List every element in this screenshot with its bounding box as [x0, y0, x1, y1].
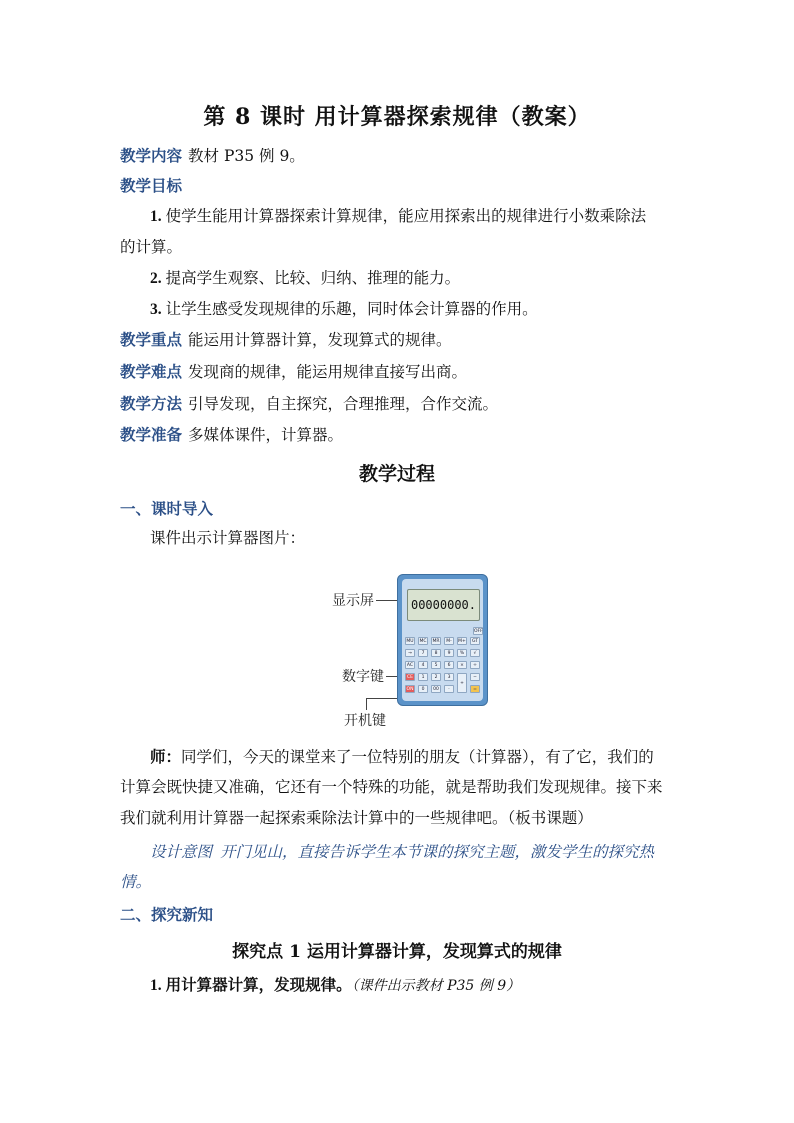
step-1-text: 用计算器计算，发现规律。 [165, 975, 352, 994]
callout-power: 开机键 [344, 713, 386, 729]
key-multiply: × [457, 661, 467, 669]
step-1-num: 1. [150, 977, 162, 994]
step-1 [150, 975, 710, 996]
objectives-label: 教学目标 [120, 176, 183, 195]
objective-2-text: 提高学生观察、比较、归纳、推理的能力。 [165, 269, 461, 287]
key-mu: MU [406, 639, 414, 644]
method-label: 教学方法 [120, 394, 183, 413]
calculator-figure [330, 572, 510, 732]
step-1-note: （课件出示教材 P35 例 9） [351, 978, 521, 994]
callout-digits: 数字键 [342, 669, 384, 685]
section-2-title: 二、探究新知 [120, 905, 214, 924]
key-off: OFF [474, 629, 483, 634]
detail-method [120, 394, 680, 414]
key-m-minus: M- [444, 637, 454, 645]
key-equals: = [470, 685, 480, 693]
calculator-face [402, 579, 483, 701]
content-label: 教学内容 [120, 146, 183, 165]
key-point-label: 教学重点 [120, 330, 183, 349]
key-gt: GT [471, 639, 479, 644]
content-text: 教材 P35 例 9。 [188, 147, 305, 165]
objective-3-num: 3. [150, 301, 162, 318]
key-m-plus: M+ [458, 639, 466, 644]
detail-difficulty [120, 362, 680, 382]
info-content [120, 146, 680, 166]
key-plus: + [457, 673, 467, 693]
design-intent-line-2: 情。 [120, 873, 152, 891]
objective-1-num: 1. [150, 208, 162, 225]
objective-2 [150, 268, 710, 289]
section-1-intro: 课件出示计算器图片： [150, 529, 306, 547]
objective-2-num: 2. [150, 270, 162, 287]
page-title: 第 8 课时 用计算器探索规律（教案） [203, 104, 591, 130]
preparation-text: 多媒体课件，计算器。 [188, 426, 344, 444]
key-ce: CE [407, 675, 413, 680]
key-on: ON [406, 687, 414, 692]
key-4: 4 [418, 661, 428, 669]
teacher-line-2: 计算会既快捷又准确，它还有一个特殊的功能，就是帮助我们发现规律。接下来 [120, 778, 663, 796]
key-percent: % [457, 649, 467, 657]
objective-3-text: 让学生感受发现规律的乐趣，同时体会计算器的作用。 [165, 300, 538, 318]
key-9: 9 [444, 649, 454, 657]
key-8: 8 [431, 649, 441, 657]
teacher-label: 师： [150, 747, 182, 766]
key-divide: ÷ [470, 661, 480, 669]
key-point-text: 能运用计算器计算，发现算式的规律。 [188, 331, 452, 349]
design-intent-line-1 [150, 842, 710, 862]
process-heading: 教学过程 [358, 463, 435, 485]
teacher-text-1: 同学们，今天的课堂来了一位特别的朋友（计算器），有了它，我们的 [181, 748, 654, 766]
key-0: 0 [418, 685, 428, 693]
detail-preparation [120, 425, 680, 445]
preparation-label: 教学准备 [120, 425, 183, 444]
calculator-body [397, 574, 488, 706]
section-1-title: 一、课时导入 [120, 499, 214, 518]
callout-power-line [366, 698, 367, 710]
key-arrow: → [405, 649, 415, 657]
objective-1-cont: 的计算。 [120, 238, 183, 256]
calculator-display: 00000000. [407, 589, 480, 621]
design-intent-text-1: 开门见山，直接告诉学生本节课的探究主题，激发学生的探究热 [220, 843, 655, 861]
method-text: 引导发现，自主探究，合理推理，合作交流。 [188, 395, 499, 413]
objective-1 [150, 206, 710, 227]
key-ac: AC [406, 663, 414, 668]
key-mr: MR [432, 639, 440, 644]
info-objectives [120, 176, 680, 196]
teacher-line-1 [150, 747, 710, 767]
key-7: 7 [418, 649, 428, 657]
objective-1-text: 使学生能用计算器探索计算规律，能应用探索出的规律进行小数乘除法 [165, 207, 647, 225]
difficulty-text: 发现商的规律，能运用规律直接写出商。 [188, 363, 468, 381]
detail-key-point [120, 330, 680, 350]
key-2: 2 [431, 673, 441, 681]
key-5: 5 [431, 661, 441, 669]
design-intent-label: 设计意图 [150, 843, 213, 861]
difficulty-label: 教学难点 [120, 362, 183, 381]
key-1: 1 [418, 673, 428, 681]
explore-heading: 探究点 1 运用计算器计算，发现算式的规律 [232, 942, 562, 962]
key-6: 6 [444, 661, 454, 669]
callout-screen: 显示屏 [332, 593, 374, 609]
key-sqrt: √ [470, 649, 480, 657]
key-00: 00 [431, 685, 441, 693]
key-mc: MC [419, 639, 427, 644]
key-dot: · [444, 685, 454, 693]
key-3: 3 [444, 673, 454, 681]
objective-3 [150, 299, 710, 320]
teacher-line-3: 我们就利用计算器一起探索乘除法计算中的一些规律吧。（板书课题） [120, 809, 593, 827]
key-minus: − [470, 673, 480, 681]
